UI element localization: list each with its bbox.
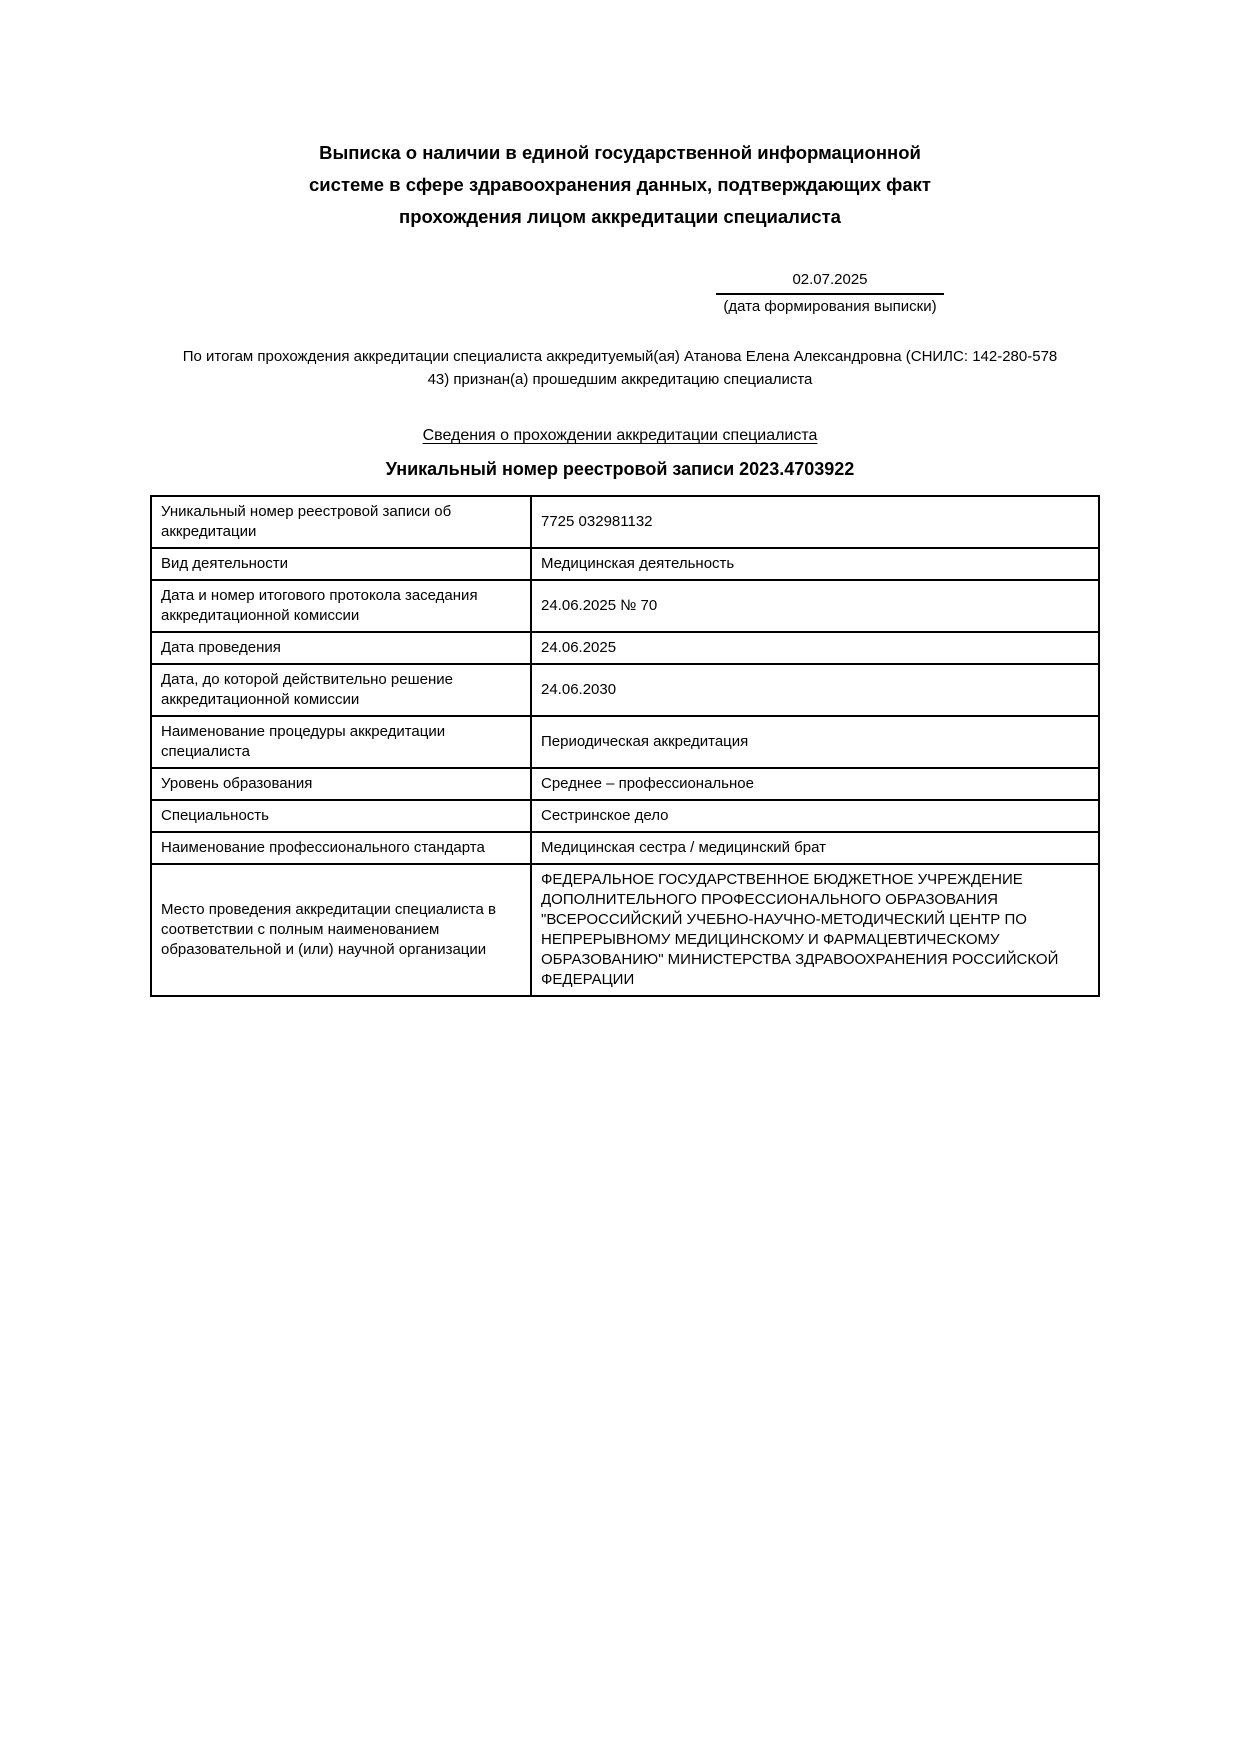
row-label: Место проведения аккредитации специалиста в соответствии с полным наименованием образовательной и (или) научной организации bbox=[151, 864, 531, 996]
row-value: 24.06.2030 bbox=[531, 664, 1099, 716]
intro-paragraph bbox=[0, 345, 1240, 391]
table-row-professional-standard bbox=[151, 832, 1099, 864]
row-label: Дата, до которой действительно решение аккредитационной комиссии bbox=[151, 664, 531, 716]
extract-date-block bbox=[716, 270, 944, 317]
table-row-activity-type bbox=[151, 548, 1099, 580]
row-label: Дата и номер итогового протокола заседания аккредитационной комиссии bbox=[151, 580, 531, 632]
registry-number-heading: Уникальный номер реестровой записи 2023.4703922 bbox=[385, 459, 855, 479]
row-label: Специальность bbox=[151, 800, 531, 832]
row-value: Медицинская сестра / медицинский брат bbox=[531, 832, 1099, 864]
intro-paragraph-line-1: По итогам прохождения аккредитации специалиста аккредитуемый(ая) Атанова Елена Александровна (СНИЛС: 142-280-578 bbox=[182, 348, 1058, 365]
row-value: Медицинская деятельность bbox=[531, 548, 1099, 580]
row-value: ФЕДЕРАЛЬНОЕ ГОСУДАРСТВЕННОЕ БЮДЖЕТНОЕ УЧРЕЖДЕНИЕ ДОПОЛНИТЕЛЬНОГО ПРОФЕССИОНАЛЬНОГО ОБРАЗОВАНИЯ "ВСЕРОССИЙСКИЙ УЧЕБНО-НАУЧНО-МЕТОДИЧЕСКИЙ ЦЕНТР ПО НЕПРЕРЫВНОМУ МЕДИЦИНСКОМУ И ФАРМАЦЕВТИЧЕСКОМУ ОБРАЗОВАНИЮ" МИНИСТЕРСТВА ЗДРАВООХРАНЕНИЯ РОССИЙСКОЙ ФЕДЕРАЦИИ bbox=[531, 864, 1099, 996]
row-label: Уникальный номер реестровой записи об аккредитации bbox=[151, 496, 531, 548]
row-value: Среднее – профессиональное bbox=[531, 768, 1099, 800]
table-row-education-level bbox=[151, 768, 1099, 800]
row-label: Наименование профессионального стандарта bbox=[151, 832, 531, 864]
row-value: Сестринское дело bbox=[531, 800, 1099, 832]
table-row-valid-until bbox=[151, 664, 1099, 716]
row-label: Уровень образования bbox=[151, 768, 531, 800]
row-value: 24.06.2025 bbox=[531, 632, 1099, 664]
document-title-line-2: системе в сфере здравоохранения данных, подтверждающих факт bbox=[309, 174, 931, 195]
table-row-procedure-name bbox=[151, 716, 1099, 768]
table-row-registry-number bbox=[151, 496, 1099, 548]
row-label: Дата проведения bbox=[151, 632, 531, 664]
intro-paragraph-line-2: 43) признан(а) прошедшим аккредитацию специалиста bbox=[427, 371, 813, 388]
document-title bbox=[0, 137, 1240, 233]
row-value: Периодическая аккредитация bbox=[531, 716, 1099, 768]
row-label: Наименование процедуры аккредитации специалиста bbox=[151, 716, 531, 768]
table-row-accreditation-place bbox=[151, 864, 1099, 996]
table-row-protocol bbox=[151, 580, 1099, 632]
table-row-specialty bbox=[151, 800, 1099, 832]
table-row-date-held bbox=[151, 632, 1099, 664]
section-heading: Сведения о прохождении аккредитации специалиста bbox=[422, 427, 818, 444]
document-title-line-3: прохождения лицом аккредитации специалиста bbox=[399, 206, 841, 227]
row-value: 24.06.2025 № 70 bbox=[531, 580, 1099, 632]
accreditation-table bbox=[150, 495, 1100, 997]
row-value: 7725 032981132 bbox=[531, 496, 1099, 548]
document-title-line-1: Выписка о наличии в единой государственной информационной bbox=[319, 142, 921, 163]
extract-date-caption: (дата формирования выписки) bbox=[723, 298, 937, 315]
row-label: Вид деятельности bbox=[151, 548, 531, 580]
extract-date-value: 02.07.2025 bbox=[716, 270, 944, 295]
